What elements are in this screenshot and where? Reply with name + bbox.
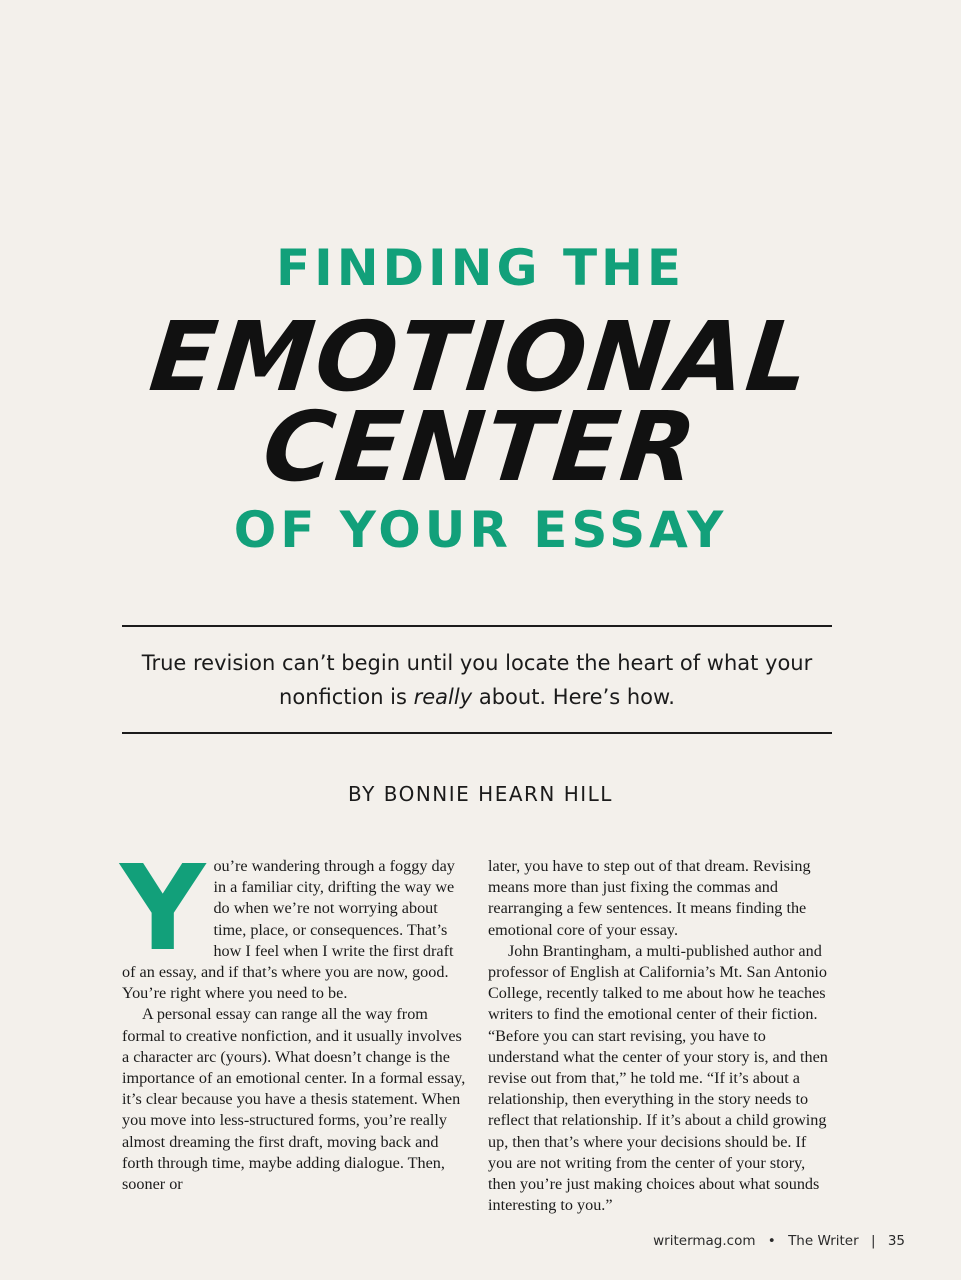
- paragraph-1: [120, 839, 468, 1004]
- deck-emphasis: really: [413, 685, 473, 709]
- page-footer: [653, 1233, 905, 1249]
- paragraph-4: John Brantingham, a multi-published author and professor of English at California’s Mt. San Antonio College, recently talked to me about how he teaches writers to find the emotional center of their fiction. “Before you can start revising, you have to understand what the center of your story is, and then revise out from that,” he told me. “If it’s about a relationship, then everything in the story needs to reflect that relationship. If it’s about a child growing up, then that’s where your decisions should be. If you are not writing from the center of your story, then you’re just making choices about what sounds interesting to you.”: [488, 941, 828, 1215]
- byline: BY BONNIE HEARN HILL: [348, 782, 613, 806]
- headline-line-1: FINDING THE: [275, 239, 686, 297]
- column-right: [488, 856, 834, 1216]
- paragraph-3: later, you have to step out of that dream. Revising means more than just fixing the commas and rearranging a few sentences. It means finding the emotional core of your essay.: [488, 857, 811, 939]
- headline-line-4: OF YOUR ESSAY: [233, 501, 728, 559]
- deck-text-1: True revision can’t begin until you locate the heart of what your nonfiction is: [141, 651, 813, 709]
- headline-line-3: CENTER: [257, 391, 704, 503]
- bottom-rule: [122, 732, 832, 734]
- top-rule: [122, 625, 832, 627]
- footer-divider: |: [870, 1233, 876, 1249]
- deck: [122, 646, 832, 714]
- deck-text-2: about. Here’s how.: [472, 685, 675, 709]
- paragraph-1-text: ou’re wandering through a foggy day in a familiar city, drifting the way we do when we’re not worrying about time, place, or consequences. That’s how I feel when I write the first draft of an essay, and if that’s where you are now, good. You’re right where you need to be.: [122, 857, 455, 1003]
- headline-line-2: EMOTIONAL: [144, 301, 817, 413]
- drop-cap: Y: [120, 839, 206, 977]
- footer-magazine: The Writer: [788, 1233, 859, 1249]
- footer-bullet: •: [767, 1233, 776, 1249]
- page-number: 35: [887, 1233, 905, 1249]
- paragraph-2: A personal essay can range all the way from formal to creative nonfiction, and it usually involves a character arc (yours). What doesn’t change is the importance of an emotional center. In a formal essay, it’s clear because you have a thesis statement. When you move into less-structured forms, you’re really almost dreaming the first draft, moving back and forth through time, maybe adding dialogue. Then, sooner or: [122, 1005, 466, 1194]
- column-left: [120, 839, 468, 1195]
- footer-site: writermag.com: [653, 1233, 756, 1249]
